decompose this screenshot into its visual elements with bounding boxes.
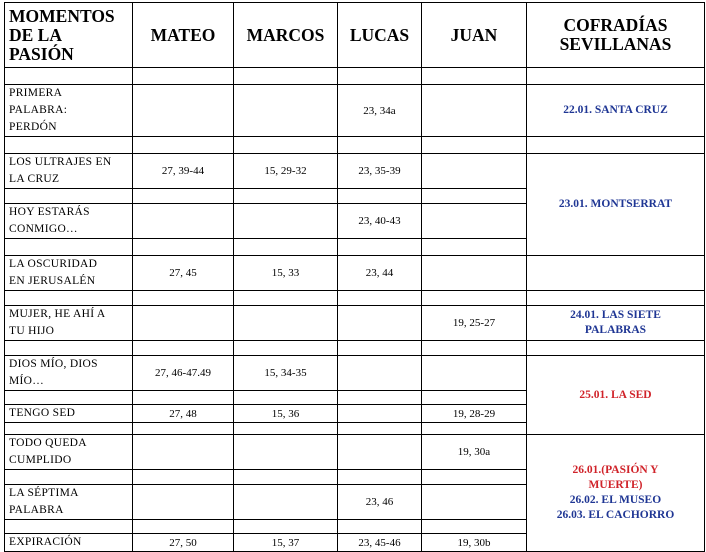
cofradia-siete-palabras	[527, 306, 705, 341]
marcos-cell	[234, 306, 338, 341]
mateo-cell: 27, 39-44	[133, 154, 234, 189]
cofradia-montserrat: 23.01. MONTSERRAT	[527, 154, 705, 256]
momento-line: MUJER, HE AHÍ A	[9, 308, 106, 320]
momento-line: LA SÉPTIMA	[9, 487, 79, 499]
lucas-cell: 23, 40-43	[338, 204, 422, 239]
mateo-cell: 27, 45	[133, 256, 234, 291]
lucas-cell: 23, 34a	[338, 85, 422, 137]
mateo-cell	[133, 85, 234, 137]
momento-line: PRIMERA	[9, 87, 63, 99]
momento-cell	[5, 405, 133, 423]
momento-line: CUMPLIDO	[9, 454, 72, 466]
juan-cell	[422, 356, 527, 391]
juan-cell	[422, 256, 527, 291]
header-cofradias-line: SEVILLANAS	[559, 34, 672, 54]
marcos-cell: 15, 37	[234, 534, 338, 552]
header-cofradias-line: COFRADÍAS	[563, 15, 668, 35]
momento-line: PALABRA	[9, 504, 64, 516]
lucas-cell: 23, 35-39	[338, 154, 422, 189]
spacer-row	[5, 341, 705, 356]
momento-cell	[5, 435, 133, 470]
juan-cell	[422, 85, 527, 137]
spacer-row	[5, 291, 705, 306]
momento-line: TU HIJO	[9, 325, 55, 337]
table-row	[5, 154, 705, 189]
header-marcos: MARCOS	[234, 3, 338, 68]
marcos-cell	[234, 85, 338, 137]
momento-line: EN JERUSALÉN	[9, 275, 96, 287]
cofradia-santa-cruz: 22.01. SANTA CRUZ	[527, 85, 705, 137]
cofradia-el-museo: 26.02. EL MUSEO	[569, 494, 662, 506]
momento-cell	[5, 154, 133, 189]
juan-cell	[422, 154, 527, 189]
mateo-cell	[133, 435, 234, 470]
momento-line: DIOS MÍO, DIOS	[9, 358, 98, 370]
mateo-cell: 27, 50	[133, 534, 234, 552]
header-juan: JUAN	[422, 3, 527, 68]
momento-line: TODO QUEDA	[9, 437, 87, 449]
mateo-cell: 27, 48	[133, 405, 234, 423]
marcos-cell: 15, 33	[234, 256, 338, 291]
marcos-cell: 15, 34-35	[234, 356, 338, 391]
momento-cell	[5, 485, 133, 520]
cofradia-la-sed: 25.01. LA SED	[527, 356, 705, 435]
passion-table	[4, 2, 705, 552]
table-row	[5, 85, 705, 137]
header-lucas: LUCAS	[338, 3, 422, 68]
juan-cell: 19, 30b	[422, 534, 527, 552]
momento-line: LOS ULTRAJES EN	[9, 156, 112, 168]
mateo-cell	[133, 306, 234, 341]
marcos-cell	[234, 485, 338, 520]
table-row	[5, 256, 705, 291]
mateo-cell	[133, 204, 234, 239]
momento-cell	[5, 306, 133, 341]
cofradia-pasion-muerte: MUERTE)	[588, 479, 643, 491]
header-momentos-line: PASIÓN	[9, 43, 74, 64]
header-momentos-line: MOMENTOS	[9, 5, 115, 26]
momento-line: CONMIGO…	[9, 223, 78, 235]
marcos-cell	[234, 204, 338, 239]
juan-cell	[422, 204, 527, 239]
momento-line: EXPIRACIÓN	[9, 536, 82, 548]
table-row	[5, 306, 705, 341]
mateo-cell	[133, 485, 234, 520]
mateo-cell: 27, 46-47.49	[133, 356, 234, 391]
momento-line: PERDÓN	[9, 121, 57, 133]
momento-cell	[5, 256, 133, 291]
lucas-cell	[338, 356, 422, 391]
cofradia-line: 24.01. LAS SIETE	[570, 309, 661, 321]
juan-cell	[422, 485, 527, 520]
lucas-cell	[338, 306, 422, 341]
juan-cell: 19, 28-29	[422, 405, 527, 423]
momento-line: LA OSCURIDAD	[9, 258, 98, 270]
header-row	[5, 3, 705, 68]
table-row	[5, 435, 705, 470]
marcos-cell: 15, 36	[234, 405, 338, 423]
momento-line: HOY ESTARÁS	[9, 206, 90, 218]
momento-line: PALABRA:	[9, 104, 68, 116]
lucas-cell: 23, 44	[338, 256, 422, 291]
momento-line: MÍO…	[9, 375, 45, 387]
momento-cell	[5, 356, 133, 391]
momento-cell	[5, 85, 133, 137]
header-momentos	[5, 3, 133, 68]
momento-line: TENGO SED	[9, 407, 76, 419]
lucas-cell: 23, 45-46	[338, 534, 422, 552]
header-momentos-line: DE LA	[9, 24, 62, 45]
header-mateo: MATEO	[133, 3, 234, 68]
cofradia-el-cachorro: 26.03. EL CACHORRO	[556, 509, 675, 521]
lucas-cell	[338, 405, 422, 423]
header-cofradias	[527, 3, 705, 68]
marcos-cell: 15, 29-32	[234, 154, 338, 189]
juan-cell: 19, 25-27	[422, 306, 527, 341]
empty-cofradia-cell	[527, 256, 705, 291]
cofradia-line: PALABRAS	[584, 324, 647, 336]
marcos-cell	[234, 435, 338, 470]
lucas-cell: 23, 46	[338, 485, 422, 520]
juan-cell: 19, 30a	[422, 435, 527, 470]
momento-line: LA CRUZ	[9, 173, 60, 185]
lucas-cell	[338, 435, 422, 470]
table-row	[5, 356, 705, 391]
momento-cell	[5, 534, 133, 552]
cofradia-pasion-muerte: 26.01.(PASIÓN Y	[572, 464, 659, 476]
momento-cell	[5, 204, 133, 239]
spacer-row	[5, 68, 705, 85]
spacer-row	[5, 137, 705, 154]
cofradia-group-26	[527, 435, 705, 552]
